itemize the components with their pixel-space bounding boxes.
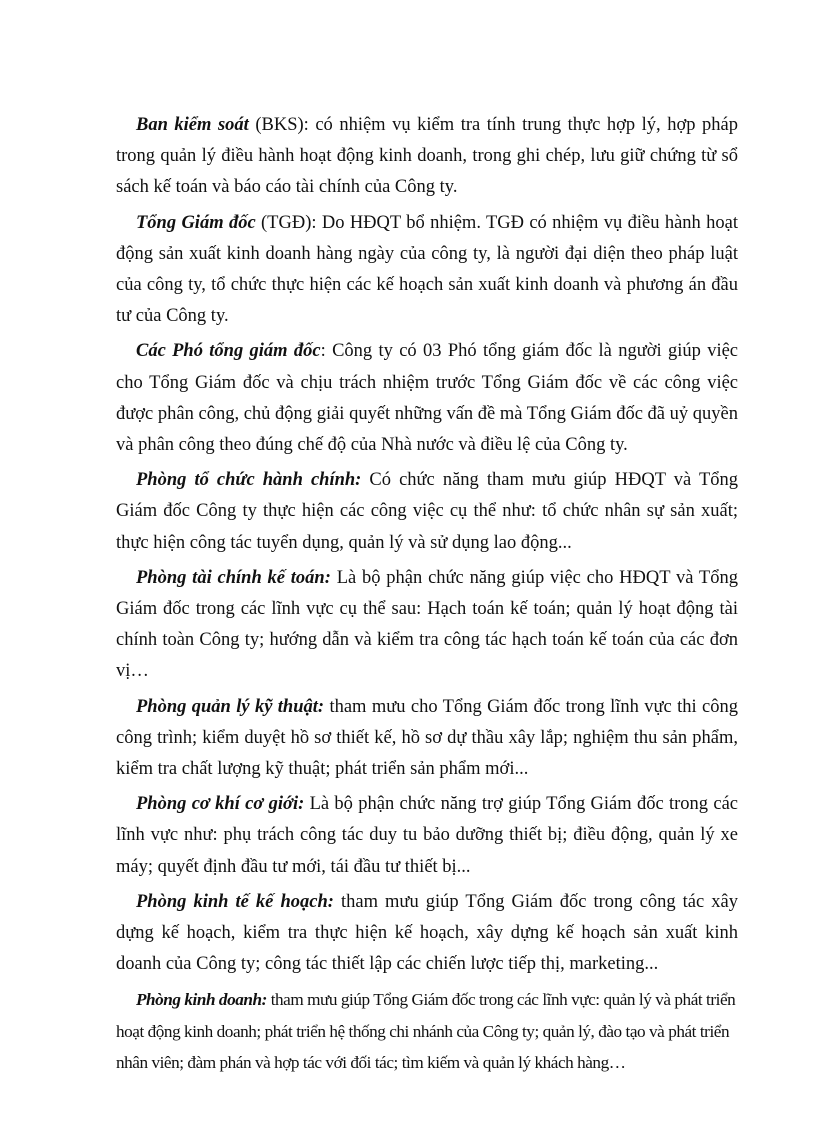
paragraph-text: Là bộ phận chức năng trợ giúp Tổng Giám đốc trong các lĩnh vực như: phụ trách công tác duy tu bảo dưỡng thiết bị; điều động, quản lý xe máy; quyết định đầu tư mới, tái đầu tư thiết bị... bbox=[116, 794, 738, 877]
paragraph-text: tham mưu giúp Tổng Giám đốc trong các lĩnh vực: quản lý và phát triển hoạt động kinh doanh; phát triển hệ thống chi nhánh của Công ty; quản lý, đào tạo và phát triển nhân viên; đàm phán và hợp tác với đối tác; tìm kiếm và quản lý khách hàng… bbox=[116, 990, 736, 1072]
paragraph-text: (TGĐ): Do HĐQT bổ nhiệm. TGĐ có nhiệm vụ điều hành hoạt động sản xuất kinh doanh hàng ngày của công ty, là người đại diện theo pháp luật của công ty, tổ chức thực hiện các kế hoạch sản xuất kinh doanh và phương án đầu tư của Công ty. bbox=[116, 212, 738, 327]
paragraph-phong-kinh-te-ke-hoach bbox=[116, 887, 738, 981]
paragraph-text: Là bộ phận chức năng giúp việc cho HĐQT và Tổng Giám đốc trong các lĩnh vực cụ thể sau: Hạch toán kế toán; quản lý hoạt động tài chính toàn Công ty; hướng dẫn và kiểm tra công tác hạch toán kế toán của các đơn vị… bbox=[116, 567, 738, 682]
paragraph-term: Phòng kinh tế kế hoạch: bbox=[136, 891, 334, 912]
paragraph-text: Có chức năng tham mưu giúp HĐQT và Tổng Giám đốc Công ty thực hiện các công việc cụ thể như: tổ chức nhân sự sản xuất; thực hiện công tác tuyển dụng, quản lý và sử dụng lao động... bbox=[116, 470, 738, 553]
paragraph-term: Tổng Giám đốc bbox=[136, 212, 256, 233]
paragraph-text: : Công ty có 03 Phó tổng giám đốc là người giúp việc cho Tổng Giám đốc và chịu trách nhiệm trước Tổng Giám đốc về các công việc được phân công, chủ động giải quyết những vấn đề mà Tổng Giám đốc đã uỷ quyền và phân công theo đúng chế độ của Nhà nước và điều lệ của Công ty. bbox=[116, 341, 739, 456]
paragraph-text: (BKS): có nhiệm vụ kiểm tra tính trung thực hợp lý, hợp pháp trong quản lý điều hành hoạt động kinh doanh, trong ghi chép, lưu giữ chứng từ sổ sách kế toán và báo cáo tài chính của Công ty. bbox=[116, 115, 738, 198]
paragraph-term: Phòng quản lý kỹ thuật: bbox=[136, 696, 325, 717]
paragraph-phong-tai-chinh-ke-toan bbox=[116, 563, 738, 688]
paragraph-phong-quan-ly-ky-thuat bbox=[116, 692, 738, 786]
paragraph-term: Phòng kinh doanh: bbox=[136, 990, 267, 1010]
paragraph-term: Ban kiểm soát bbox=[136, 115, 249, 135]
paragraph-phong-co-khi-co-gioi bbox=[116, 789, 738, 883]
paragraph-text: tham mưu cho Tổng Giám đốc trong lĩnh vực thi công công trình; kiểm duyệt hồ sơ thiết kế, hồ sơ dự thầu xây lắp; nghiệm thu sản phẩm, kiểm tra chất lượng kỹ thuật; phát triển sản phẩm mới... bbox=[116, 696, 738, 780]
paragraph-phong-kinh-doanh bbox=[116, 984, 738, 1078]
paragraph-term: Phòng tài chính kế toán: bbox=[136, 567, 331, 588]
paragraph-ban-kiem-soat bbox=[116, 110, 738, 204]
paragraph-term: Phòng cơ khí cơ giới: bbox=[136, 794, 305, 815]
paragraph-pho-tong-giam-doc bbox=[116, 336, 738, 461]
document-body bbox=[116, 110, 738, 1078]
paragraph-phong-to-chuc-hanh-chinh bbox=[116, 465, 738, 559]
paragraph-text: tham mưu giúp Tổng Giám đốc trong công tác xây dựng kế hoạch, kiểm tra thực hiện kế hoạch, xây dựng kế hoạch sản xuất kinh doanh của Công ty; công tác thiết lập các chiến lược tiếp thị, marketing... bbox=[116, 891, 738, 975]
paragraph-term: Phòng tổ chức hành chính: bbox=[136, 470, 362, 491]
paragraph-term: Các Phó tổng giám đốc bbox=[136, 341, 321, 362]
paragraph-tong-giam-doc bbox=[116, 208, 738, 333]
